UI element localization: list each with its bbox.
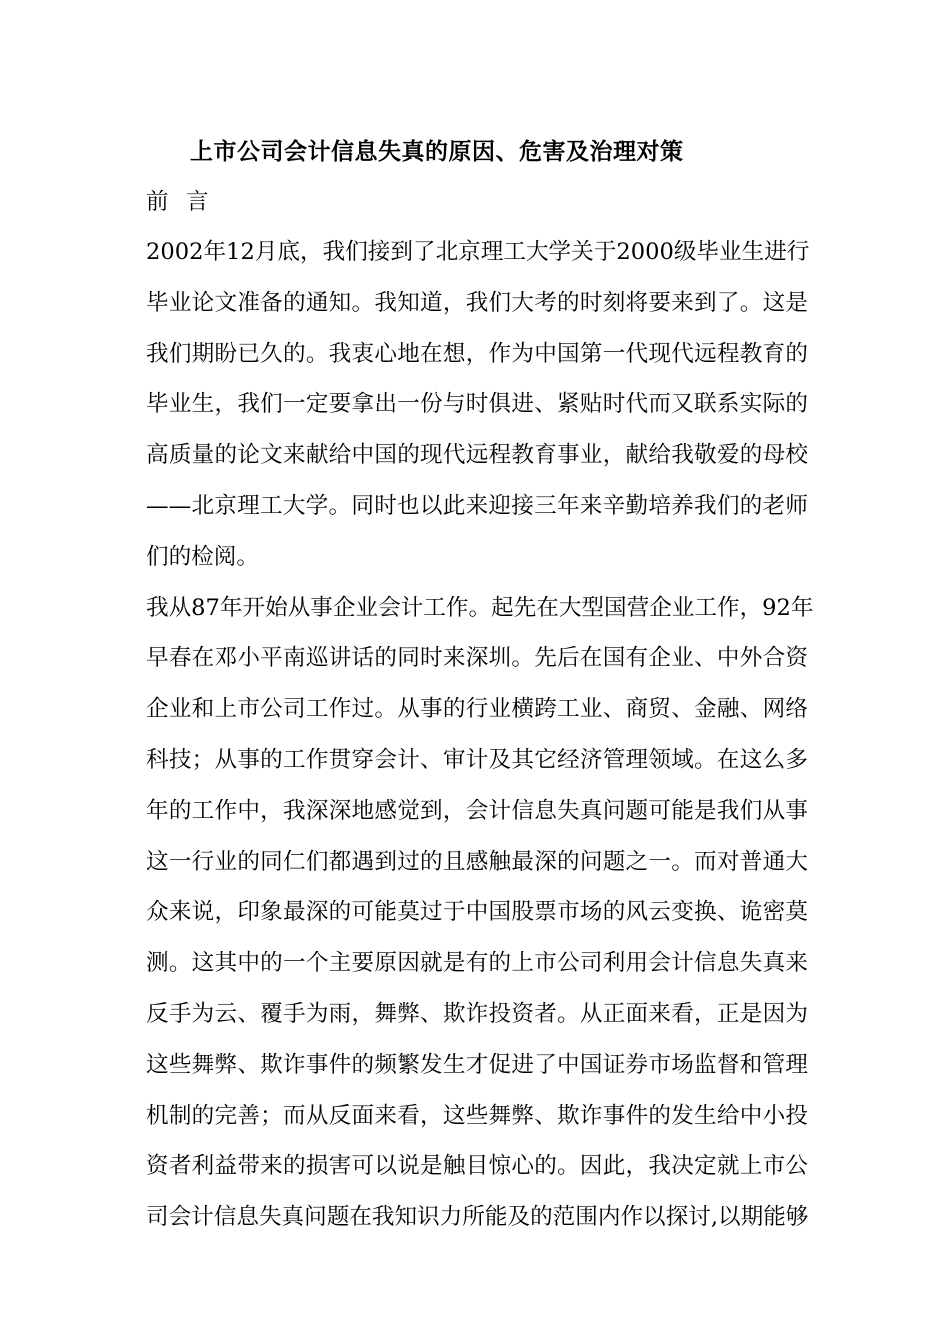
- text-line: 毕业论文准备的通知。我知道，我们大考的时刻将要来到了。这是: [146, 289, 808, 316]
- section-heading: 前 言: [146, 189, 210, 215]
- paragraph-2: [146, 583, 814, 1243]
- text-line: 这些舞弊、欺诈事件的频繁发生才促进了中国证券市场监督和管理: [146, 1051, 808, 1078]
- text-line: 早春在邓小平南巡讲话的同时来深圳。先后在国有企业、中外合资: [146, 645, 808, 672]
- text-line: 测。这其中的一个主要原因就是有的上市公司利用会计信息失真来: [146, 950, 808, 977]
- text-line: ——北京理工大学。同时也以此来迎接三年来辛勤培养我们的老师: [146, 492, 808, 519]
- text-line: 这一行业的同仁们都遇到过的且感触最深的问题之一。而对普通大: [146, 848, 808, 875]
- text-line: 高质量的论文来献给中国的现代远程教育事业，献给我敬爱的母校: [146, 442, 808, 469]
- document-title: 上市公司会计信息失真的原因、危害及治理对策: [190, 139, 684, 165]
- text-line: 机制的完善；而从反面来看，这些舞弊、欺诈事件的发生给中小投: [146, 1102, 808, 1129]
- text-line: 反手为云、覆手为雨，舞弊、欺诈投资者。从正面来看，正是因为: [146, 1000, 808, 1027]
- text-line: 2002年12月底，我们接到了北京理工大学关于2000级毕业生进行: [146, 239, 810, 265]
- text-line: 我从87年开始从事企业会计工作。起先在大型国营企业工作，92年: [146, 594, 814, 621]
- text-line: 企业和上市公司工作过。从事的行业横跨工业、商贸、金融、网络: [146, 696, 808, 723]
- text-line: 年的工作中，我深深地感觉到，会计信息失真问题可能是我们从事: [146, 797, 808, 824]
- text-line: 毕业生，我们一定要拿出一份与时俱进、紧贴时代而又联系实际的: [146, 391, 808, 418]
- text-line: 们的检阅。: [146, 543, 259, 570]
- text-line: 司会计信息失真问题在我知识力所能及的范围内作以探讨,以期能够: [146, 1204, 809, 1231]
- text-line: 众来说，印象最深的可能莫过于中国股票市场的风云变换、诡密莫: [146, 899, 808, 926]
- text-line: 资者利益带来的损害可以说是触目惊心的。因此，我决定就上市公: [146, 1153, 808, 1180]
- text-line: 我们期盼已久的。我衷心地在想，作为中国第一代现代远程教育的: [146, 340, 808, 367]
- document-body: [146, 182, 814, 1243]
- text-line: 科技；从事的工作贯穿会计、审计及其它经济管理领域。在这么多: [146, 746, 808, 773]
- paragraph-1: [146, 227, 808, 583]
